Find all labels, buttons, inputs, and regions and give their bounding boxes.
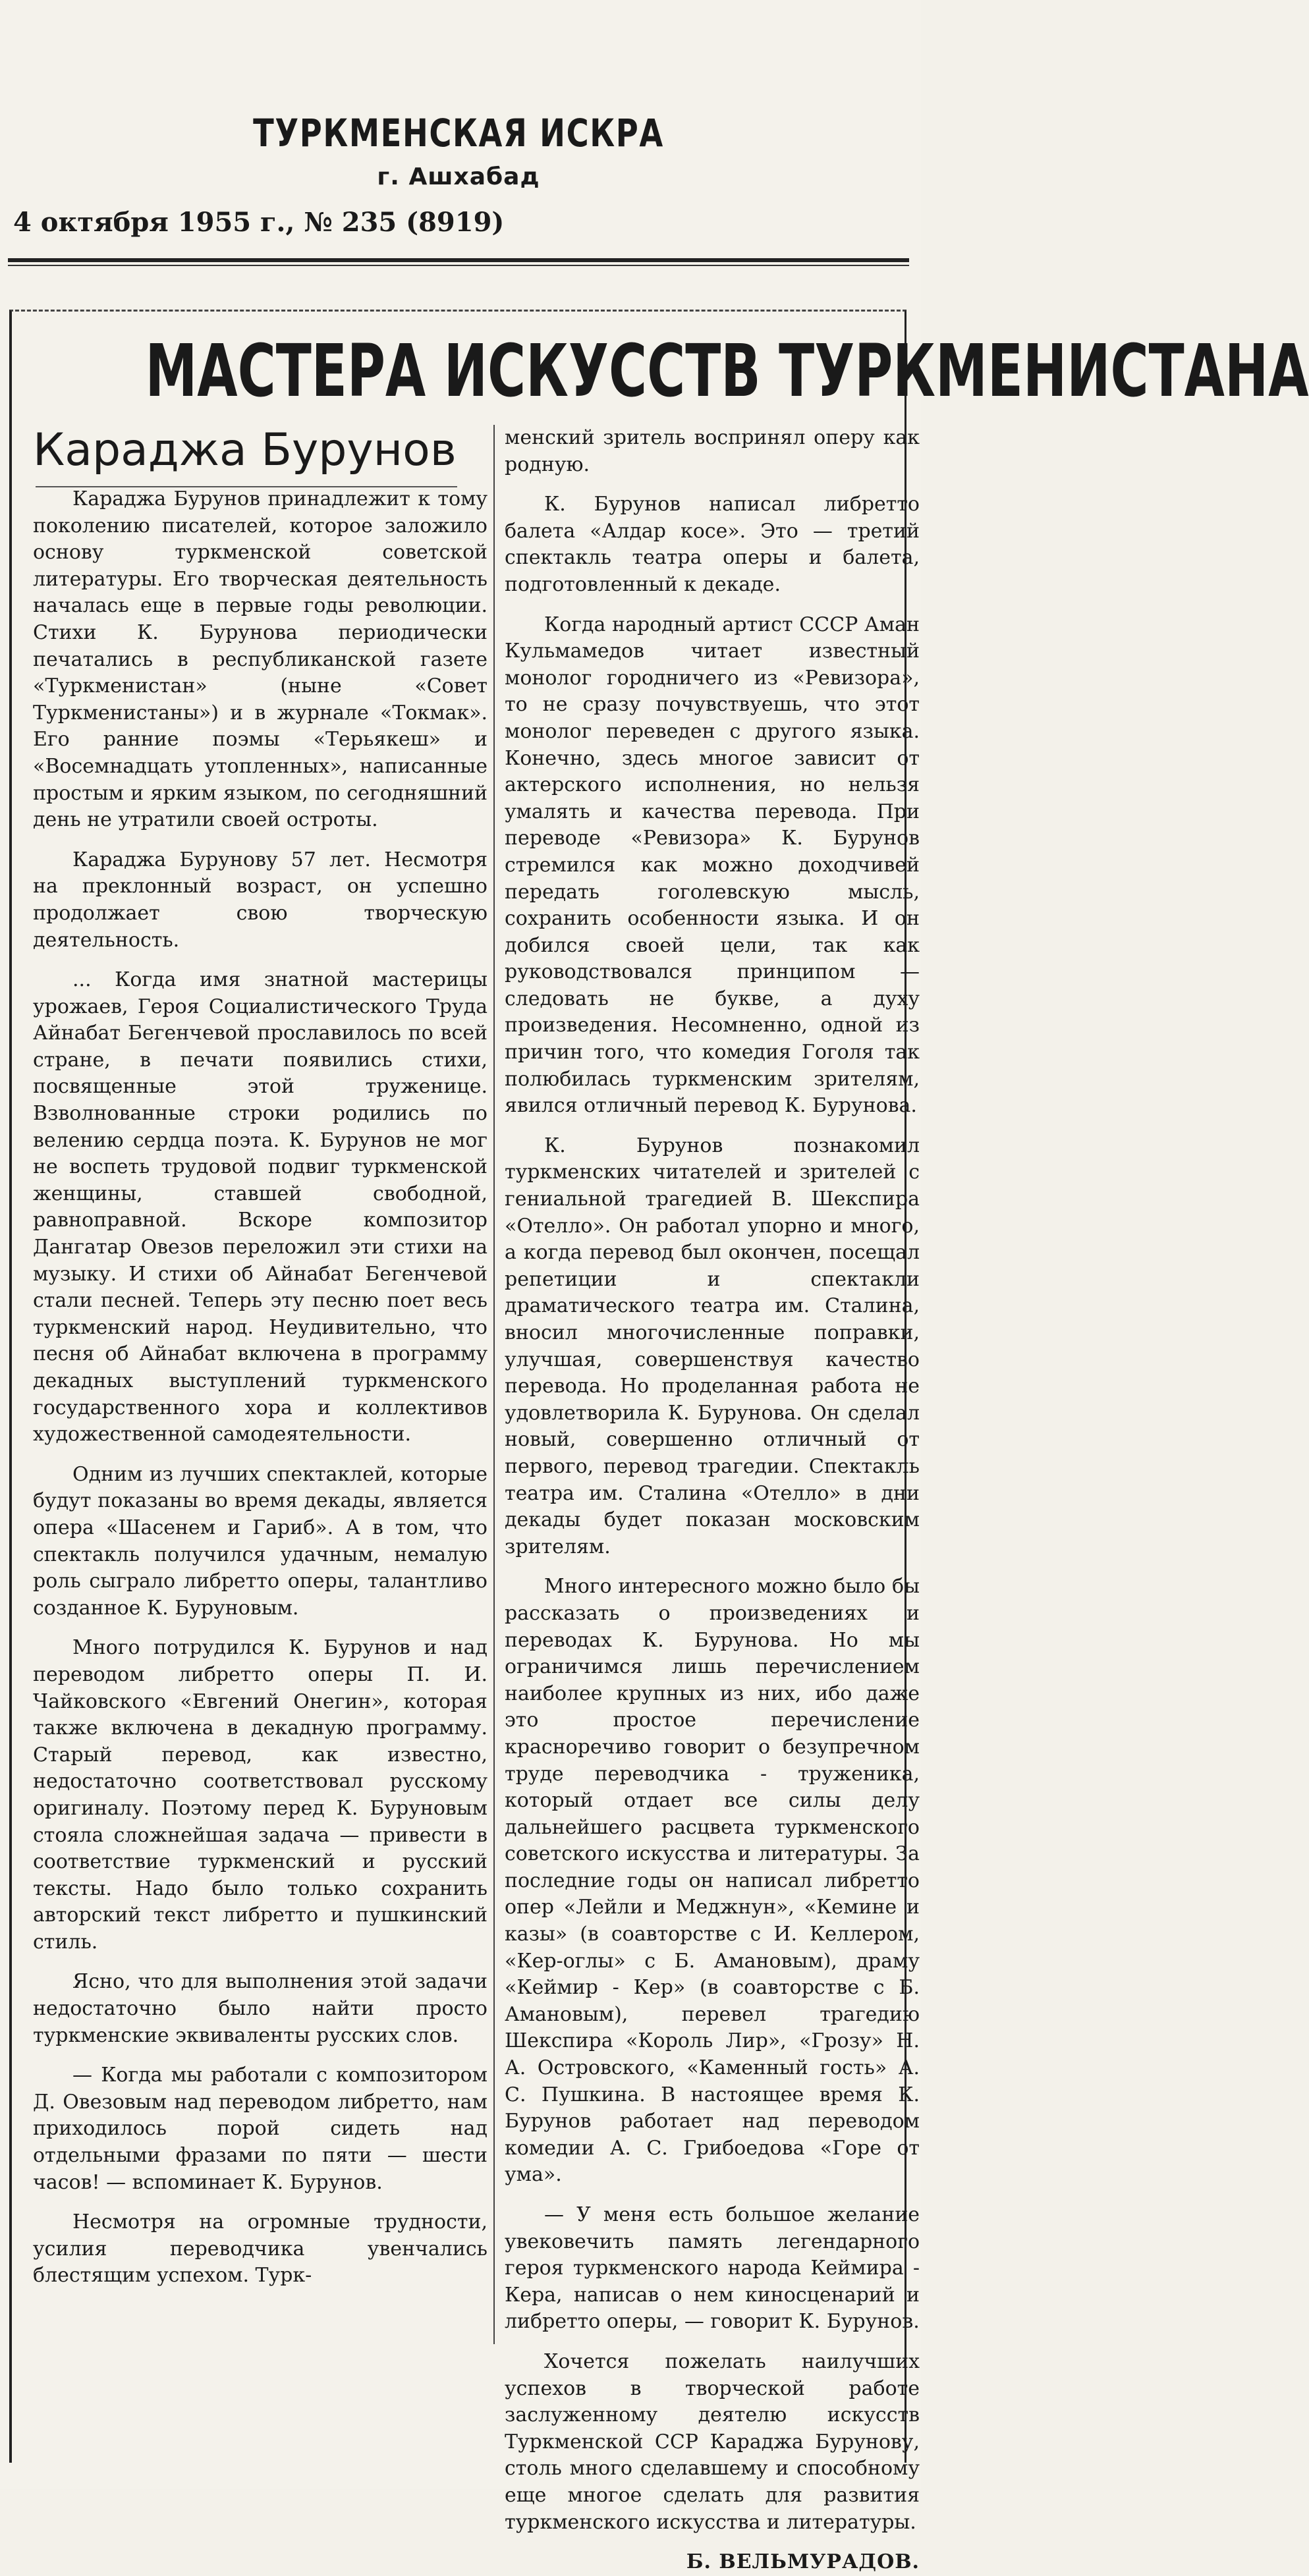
newspaper-city: г. Ашхабад — [377, 163, 540, 190]
column-divider — [493, 425, 495, 2344]
masthead — [8, 0, 909, 257]
paragraph: К. Бурунов написал либретто балета «Алдар косе». Это — третий спектакль театра оперы и балета, подготовленный к декаде. — [505, 493, 920, 596]
masthead-rule — [8, 258, 909, 262]
issue-date: 4 октября 1955 г., № 235 (8919) — [13, 207, 505, 238]
paragraph: — Когда мы работали с композитором Д. Овезовым над переводом либретто, нам приходилось порой сидеть над отдельными фразами по пяти — шести часов! — вспоминает К. Бурунов. — [33, 2064, 487, 2194]
paragraph: К. Бурунов познакомил туркменских читателей и зрителей с гениальной трагедией В. Шекспира «Отелло». Он работал упорно и много, а когда перевод был окончен, посещал репетиции и спектакли драматического театра им. Сталина, вносил многочисленные поправки, улучшая, совершенствуя качество перевода. Но проделанная работа не удовлетворила К. Бурунова. Он сделал новый, совершенно отличный от первого, перевод трагедии. Спектакль театра им. Сталина «Отелло» в дни декады будет показан московским зрителям. — [505, 1134, 920, 1558]
paragraph: Много интересного можно было бы рассказать о произведениях и переводах К. Бурунова. Но мы ограничимся лишь перечислением наиболее крупных из них, ибо даже это простое перечисление красноречиво говорит о безупречном труде переводчика - труженика, который отдает все силы делу дальнейшего расцвета туркменского советского искусства и литературы. За последние годы он написал либретто опер «Лейли и Меджнун», «Кемине и казы» (в соавторстве с И. Келлером, «Кер-оглы» с Б. Амановым), драму «Кеймир - Кер» (в соавторстве с Б. Амановым), перевел трагедию Шекспира «Король Лир», «Грозу» Н. А. Островского, «Каменный гость» А. С. Пушкина. В настоящее время К. Бурунов работает над переводом комедии А. С. Грибоедова «Горе от ума». — [505, 1575, 920, 2187]
newspaper-title: ТУРКМЕНСКАЯ ИСКРА — [253, 111, 664, 155]
paragraph: Несмотря на огромные трудности, усилия переводчика увенчались блестящим успехом. Турк- — [33, 2210, 487, 2288]
paragraph: Хочется пожелать наилучших успехов в творческой работе заслуженному деятелю искусств Туркменской ССР Караджа Бурунову, столь много сделавшему и способному еще многое сделать для развития туркменского искусства и литературы. — [505, 2349, 920, 2534]
author-signature: Б. ВЕЛЬМУРАДОВ. — [686, 2550, 920, 2574]
article — [9, 310, 1309, 2574]
article-column-left — [33, 486, 487, 2303]
paragraph-continued: менский зритель воспринял оперу как родную. — [505, 426, 920, 476]
paragraph: ... Когда имя знатной мастерицы урожаев, Героя Социалистического Труда Айнабат Бегенчевой прославилось по всей стране, в печати появились стихи, посвященные этой труженице. Взволнованные строки родились по велению сердца поэта. К. Бурунов не мог не воспеть трудовой подвиг туркменской женщины, ставшей свободной, равноправной. Вскоре композитор Дангатар Овезов переложил эти стихи на музыку. И стихи об Айнабат Бегенчевой стали песней. Теперь эту песню поет весь туркменский народ. Неудивительно, что песня об Айнабат включена в программу декадных выступлений туркменского государственного хора и коллективов художественной самодеятельности. — [33, 968, 487, 1446]
masthead-rule-thin — [8, 265, 909, 266]
article-subheadline: Караджа Бурунов — [33, 424, 457, 476]
paragraph: Одним из лучших спектаклей, которые будут показаны во время декады, является опера «Шасенем и Гариб». А в том, что спектакль получился удачным, немалую роль сыграло либретто оперы, талантливо созданное К. Буруновым. — [33, 1462, 487, 1620]
paragraph: Когда народный артист СССР Аман Кульмамедов читает известный монолог городничего из «Ревизора», то не сразу почувствуешь, что этот монолог переведен с другого языка. Конечно, здесь многое зависит от актерского исполнения, но нельзя умалять и качества перевода. При переводе «Ревизора» К. Бурунов стремился как можно доходчивей передать гоголевскую мысль, сохранить особенности языка. И он добился своей цели, так как руководствовался принципом — следовать не букве, а духу произведения. Несомненно, одной из причин того, что комедия Гоголя так полюбилась туркменским зрителям, явился отличный перевод К. Бурунова. — [505, 613, 920, 1118]
paragraph: — У меня есть большое желание увековечить память легендарного героя туркменского народа Кеймира - Кера, написав о нем киносценарий и либретто оперы, — говорит К. Бурунов. — [505, 2203, 920, 2334]
paragraph: Ясно, что для выполнения этой задачи недостаточно было найти просто туркменские эквиваленты русских слов. — [33, 1970, 487, 2047]
paragraph: Много потрудился К. Бурунов и над переводом либретто оперы П. И. Чайковского «Евгений Онегин», которая также включена в декадную программу. Старый перевод, как известно, недостаточно соответствовал русскому оригиналу. Поэтому перед К. Буруновым стояла сложнейшая задача — привести в соответствие туркменский и русский тексты. Надо было только сохранить авторский текст либретто и пушкинский стиль. — [33, 1636, 487, 1954]
article-column-right — [505, 425, 920, 2576]
paragraph: Караджа Бурунов принадлежит к тому поколению писателей, которое заложило основу туркменской советской литературы. Его творческая деятельность началась еще в первые годы революции. Стихи К. Бурунова периодически печатались в республиканской газете «Туркменистан» (ныне «Совет Туркменистаны») и в журнале «Токмак». Его ранние поэмы «Терьякеш» и «Восемнадцать утопленных», написанные простым и ярким языком, по сегодняшний день не утратили своей остроты. — [33, 487, 487, 832]
paragraph: Караджа Бурунову 57 лет. Несмотря на преклонный возраст, он успешно продолжает свою творческую деятельность. — [33, 848, 487, 952]
article-headline: МАСТЕРА ИСКУССТВ ТУРКМЕНИСТАНА — [145, 329, 1309, 413]
